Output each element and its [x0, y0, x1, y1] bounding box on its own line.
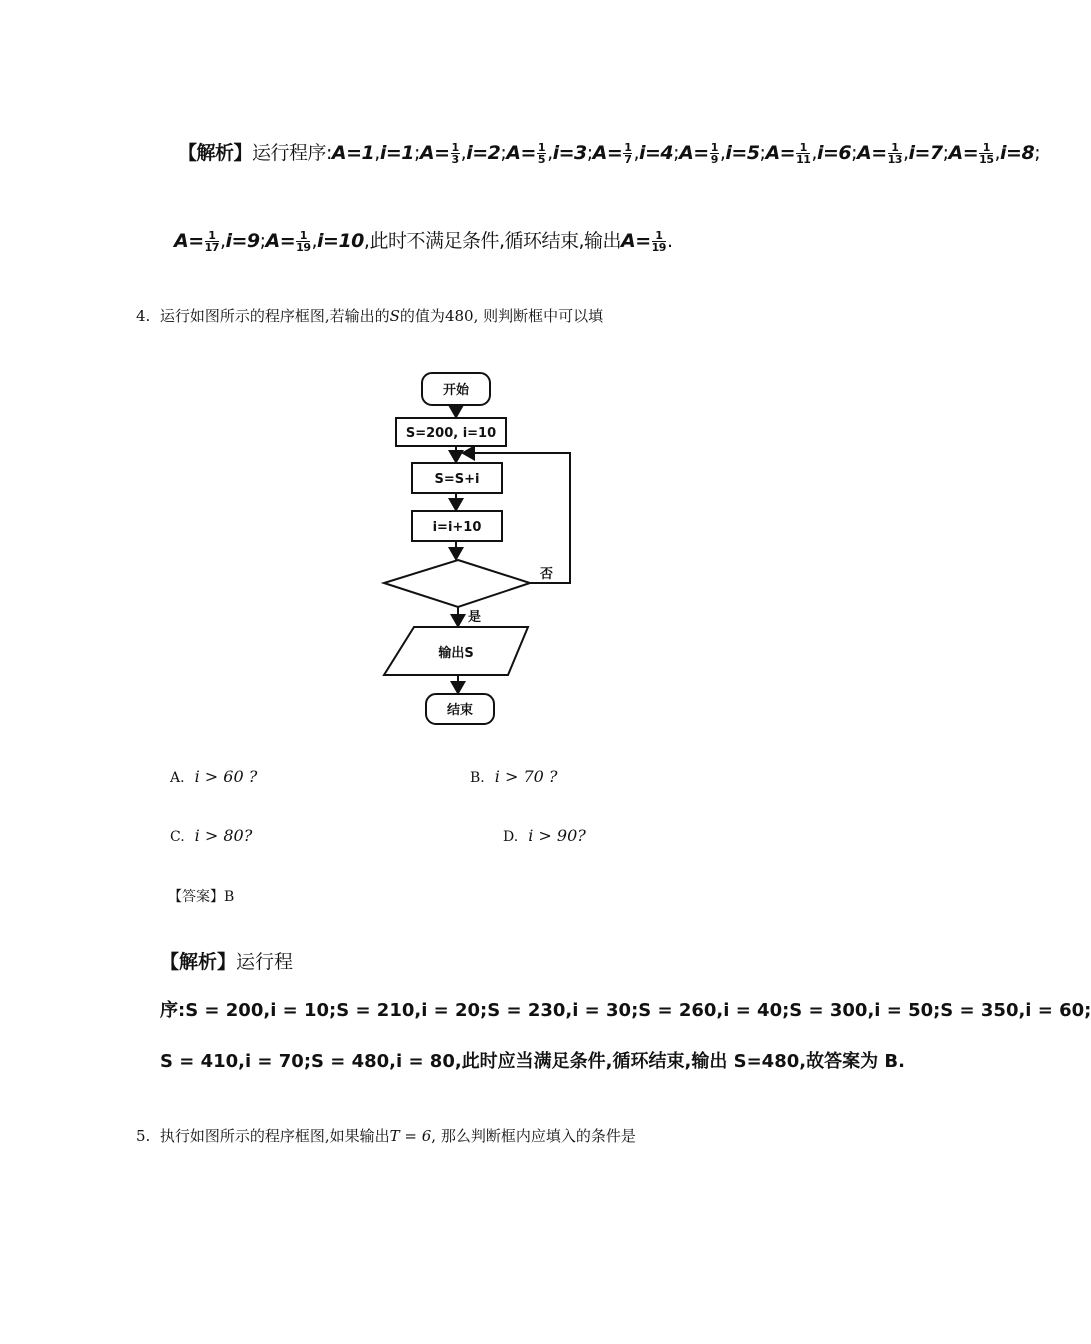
question-number: 5.: [136, 1127, 151, 1145]
explanation-line-2: S = 410,i = 70;S = 480,i = 80,此时应当满足条件,循环结束,输出 S=480,故答案为 B.: [160, 1051, 905, 1072]
start-label: 开始: [442, 383, 470, 398]
fraction: $\frac{1}{3}$: [451, 141, 459, 166]
step-i: i=3: [552, 142, 587, 164]
question-var: S: [389, 307, 400, 325]
option-expr: i > 60 ?: [194, 767, 258, 786]
decision-node: [384, 560, 530, 607]
answer-label: 【答案】: [168, 889, 224, 905]
option-expr: i > 70 ?: [494, 767, 558, 786]
step-i: i=2: [466, 142, 501, 164]
question-value: 480: [444, 307, 474, 325]
init-label: S=200, i=10: [405, 426, 497, 441]
solution-prefix: 运行程序:: [252, 142, 332, 164]
explanation-label: 【解析】: [160, 951, 237, 973]
answer: [168, 886, 234, 906]
option-d: [503, 826, 586, 845]
step-i: i=10: [317, 230, 364, 252]
step-i: i=6: [816, 142, 852, 164]
step-i: i=1: [379, 142, 414, 164]
question-5: [136, 1125, 636, 1146]
question-text-after: , 那么判断框内应填入的条件是: [431, 1127, 636, 1145]
answer-value: B: [224, 889, 235, 905]
question-text: 执行如图所示的程序框图,如果输出: [159, 1127, 390, 1145]
fraction: $\frac{1}{7}$: [624, 141, 632, 166]
question-4: [136, 305, 603, 326]
question-number: 4.: [136, 307, 151, 325]
yes-label: 是: [468, 610, 482, 625]
step-i: i=7: [908, 142, 943, 164]
fraction: $\frac{1}{17}$: [204, 229, 219, 254]
fraction: $\frac{1}{13}$: [887, 141, 902, 166]
no-label: 否: [540, 567, 554, 582]
option-a: [170, 767, 257, 786]
update-s-label: S=S+i: [434, 472, 480, 487]
explanation-head-text: 运行程: [236, 951, 294, 973]
fraction: $\frac{1}{15}$: [979, 141, 994, 166]
step-i: i=9: [225, 230, 260, 252]
explanation-line-1: 序:S = 200,i = 10;S = 210,i = 20;S = 230,i = 30;S = 260,i = 40;S = 300,i = 50;S = 350,i = 60;: [160, 1000, 1091, 1021]
fraction: $\frac{1}{11}$: [796, 141, 811, 166]
prev-solution-line-1: 【解析】运行程序:A=1,i=1;A= $\frac{1}{3}$ ,i=2;A= $\frac{1}{5}$ ,i=3;A= $\frac{1}{7}$ ,i=4;A= $\frac{1}{9}$ ,i=5;A= $\frac{1}{11}$ ,i=6;A= $\frac{1}{13}$ ,i=7;A= $\frac{1}{15}$ ,i=8;: [178, 141, 1041, 166]
step-i: i=4: [639, 142, 674, 164]
option-label: A.: [170, 770, 185, 786]
end-label: 结束: [446, 703, 474, 718]
explanation-head: [160, 947, 293, 974]
step-a: A=1: [331, 142, 375, 164]
solution-label: 【解析】: [178, 142, 253, 164]
option-expr: i > 90?: [528, 826, 586, 845]
option-label: B.: [470, 770, 485, 786]
prev-solution-line-2: A= $\frac{1}{17}$ ,i=9;A= $\frac{1}{19}$ ,i=10,此时不满足条件,循环结束,输出A= $\frac{1}{19}$ .: [174, 229, 673, 254]
conclusion-text: ,此时不满足条件,循环结束,输出: [363, 230, 622, 252]
option-expr: i > 80?: [194, 826, 253, 845]
option-c: [170, 826, 252, 845]
step-i: i=5: [725, 142, 760, 164]
question-text-after: , 则判断框中可以填: [473, 307, 604, 325]
question-text: 运行如图所示的程序框图,若输出的: [159, 307, 390, 325]
flowchart: [370, 365, 590, 730]
question-text-mid: 的值为: [399, 307, 445, 325]
update-i-label: i=i+10: [432, 520, 482, 535]
fraction: $\frac{1}{5}$: [537, 141, 546, 166]
step-i: i=8: [1000, 142, 1035, 164]
fraction: $\frac{1}{19}$: [651, 229, 666, 254]
fraction: $\frac{1}{9}$: [710, 141, 718, 166]
output-label: 输出S: [438, 646, 474, 661]
question-expr: T = 6: [389, 1127, 432, 1145]
option-label: C.: [170, 829, 185, 845]
fraction: $\frac{1}{19}$: [296, 229, 311, 254]
option-b: [470, 767, 557, 786]
option-label: D.: [503, 829, 519, 845]
